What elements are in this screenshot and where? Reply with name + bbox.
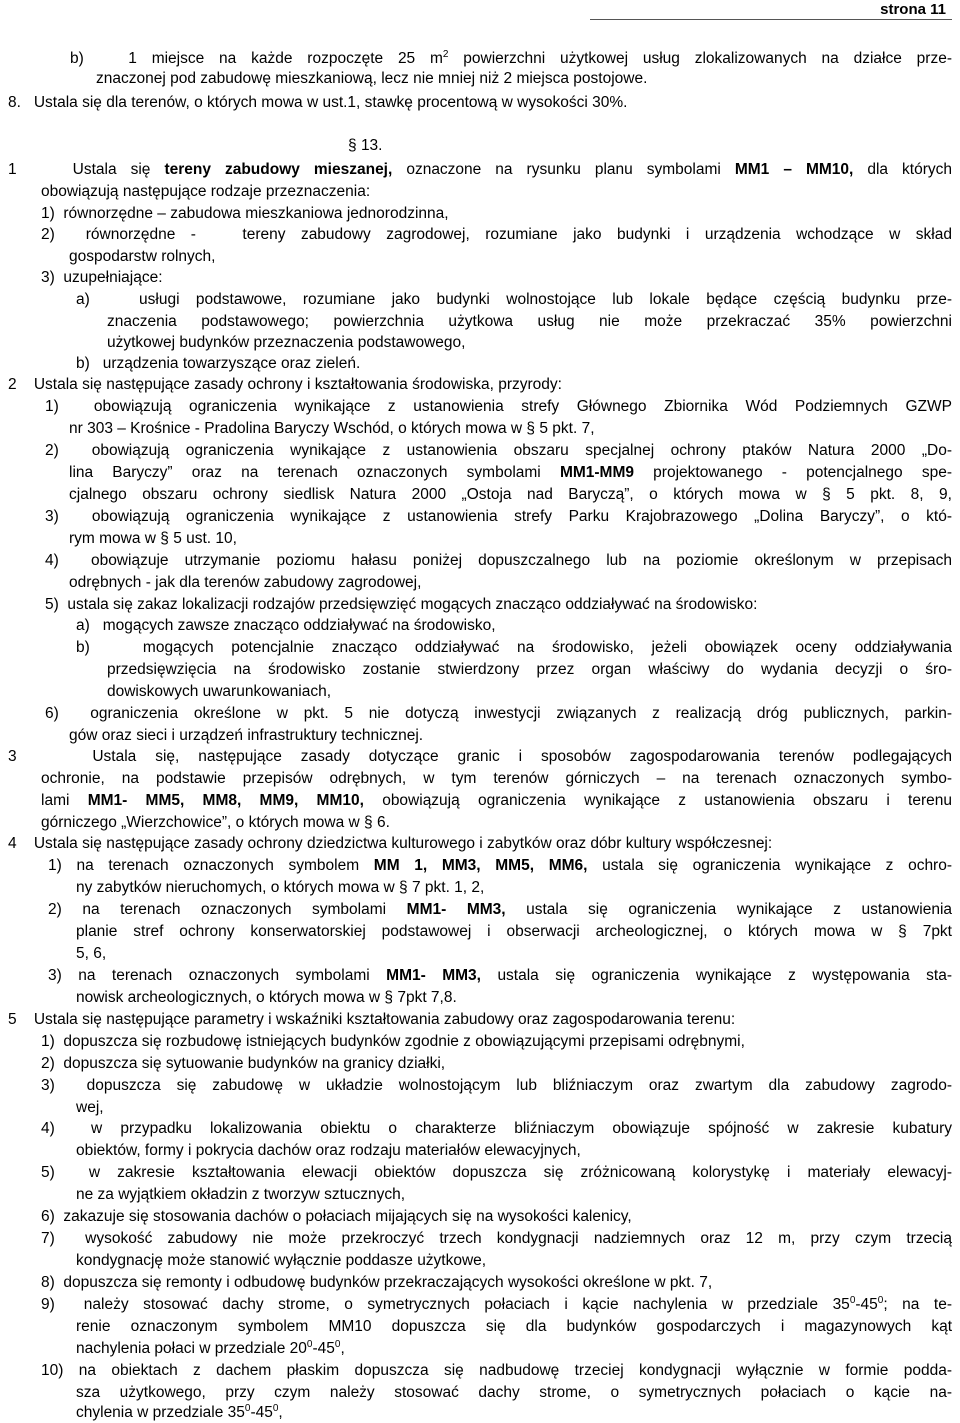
text-line: ochronie, na podstawie przepisów odrębnych, w tym terenów górniczych – na terenach oznaczonych symbo- xyxy=(41,770,952,787)
text-line: 2 Ustala się następujące zasady ochrony i kształtowania środowiska, przyrody: xyxy=(8,376,562,393)
text-line: obowiązują następujące rodzaje przeznaczenia: xyxy=(41,183,371,200)
text-line: znaczenia podstawowego; powierzchnia użytkowa usług nie może przekraczać 35% powierzchni xyxy=(107,313,952,330)
text-line: obiektów, formy i pokrycia dachów oraz rodzaju materiałów elewacyjnych, xyxy=(76,1142,581,1159)
text-line: przedsięwzięcia na środowisko zostanie stwierdzony przez organ właściwy do wydania decyzji o śro- xyxy=(107,661,952,678)
text-line: nr 303 – Krośnice - Pradolina Baryczy Wschód, o których mowa w § 5 pkt. 7, xyxy=(69,420,595,437)
text-line: 2) dopuszcza się sytuowanie budynków na granicy działki, xyxy=(41,1055,446,1072)
text-line: cjalnego obszaru ochrony siedlisk Natura 2000 „Ostoja nad Baryczą”, o których mowa w § 5 pkt. 8, 9, xyxy=(69,486,952,503)
text-line: 5 Ustala się następujące parametry i wskaźniki kształtowania zabudowy oraz zagospodarowania terenu: xyxy=(8,1011,736,1028)
text-line: a) mogących zawsze znacząco oddziaływać na środowisko, xyxy=(76,617,496,634)
text-line: 4) obowiązuje utrzymanie poziomu hałasu poniżej dopuszczalnego lub na poziomie określonym w przepisach xyxy=(45,552,952,569)
text-line: znaczonej pod zabudowę mieszkaniową, lecz nie mniej niż 2 miejsca postojowe. xyxy=(96,70,648,87)
text-line: rym mowa w § 5 ust. 10, xyxy=(69,530,237,547)
text-line: 2) równorzędne - tereny zabudowy zagrodowej, rozumiane jako budynki i urządzenia wchodzące w skład xyxy=(41,226,952,243)
text-line: 5, 6, xyxy=(76,945,107,962)
text-line: kondygnację może stanowić wyłącznie poddasze użytkowe, xyxy=(76,1252,487,1269)
text-line: 2) na terenach oznaczonych symbolami MM1- MM3, ustala się ograniczenia wynikające z ustanowienia xyxy=(48,901,953,918)
text-line: 3) uzupełniające: xyxy=(41,269,163,286)
text-line: wej, xyxy=(76,1099,104,1116)
text-line: górniczego „Wierzchowice”, o których mowa w § 6. xyxy=(41,814,390,831)
page-header xyxy=(0,0,960,22)
text-line: nowisk archeologicznych, o których mowa w § 7pkt 7,8. xyxy=(76,989,457,1006)
text-line: gów oraz sieci i urządzeń infrastruktury technicznej. xyxy=(69,727,424,744)
text-line: nachylenia połaci w przedziale $20^0-45^0$, xyxy=(76,1339,345,1357)
paragraph-symbol: § xyxy=(348,137,357,154)
text-line: 6) zakazuje się stosowania dachów o połaciach mijających się na wysokości kalenicy, xyxy=(41,1208,632,1225)
text-line: 8) dopuszcza się remonty i odbudowę budynków przekraczających wysokości określone w pkt. 7, xyxy=(41,1274,713,1291)
text-line: 4) w przypadku lokalizowania obiektu o charakterze bliźniaczym obowiązuje spójność w zakresie kubatury xyxy=(41,1120,952,1137)
text-line: gospodarstw rolnych, xyxy=(69,248,216,265)
text-line: b) urządzenia towarzyszące oraz zieleń. xyxy=(76,355,361,372)
text-line: 3) obowiązują ograniczenia wynikające z ustanowienia strefy Parku Krajobrazowego „Dolina Baryczy”, o któ- xyxy=(45,508,952,525)
text-line: b) 1 miejsce na każde rozpoczęte 25 $m^2$ powierzchni użytkowej usług zlokalizowanych na działce prze- xyxy=(70,49,952,67)
text-line: 5) w zakresie kształtowania elewacji obiektów dopuszcza się zróżnicowaną kolorystykę i materiały elewacyj- xyxy=(41,1164,952,1181)
text-line: 2) obowiązują ograniczenia wynikające z ustanowienia obszaru specjalnej ochrony ptaków Natura 2000 „Do- xyxy=(45,442,952,459)
text-line: 1 Ustala się tereny zabudowy mieszanej, oznaczone na rysunku planu symbolami MM1 – MM10, dla których xyxy=(8,161,952,178)
text-line: 5) ustala się zakaz lokalizacji rodzajów przedsięwzięć mogących znacząco oddziaływać na środowisko: xyxy=(45,596,758,613)
text-line: b) mogących potencjalnie znacząco oddziaływać na środowisko, jeżeli obowiązek oceny oddziaływania xyxy=(76,639,952,656)
text-line: sza użytkowego, przy czym należy stosować dachy strome, o symetrycznych połaciach o kącie na- xyxy=(76,1384,952,1401)
header-rule xyxy=(590,19,952,20)
text-line: lami MM1- MM5, MM8, MM9, MM10, obowiązują ograniczenia wynikające z ustanowienia obszaru i terenu xyxy=(41,792,952,809)
text-line: a) usługi podstawowe, rozumiane jako budynki wolnostojące lub lokale będące częścią budynku prze- xyxy=(76,291,952,308)
text-line: 4 Ustala się następujące zasady ochrony dziedzictwa kulturowego i zabytków oraz dóbr kultury współczesnej: xyxy=(8,835,773,852)
text-line: 6) ograniczenia określone w pkt. 5 nie dotyczą inwestycji związanych z realizacją dróg publicznych, parkin- xyxy=(45,705,952,722)
text-line: 1) obowiązują ograniczenia wynikające z ustanowienia strefy Głównego Zbiornika Wód Podziemnych GZWP xyxy=(45,398,952,415)
text-line: 1) dopuszcza się rozbudowę istniejących budynków zgodnie z obowiązującymi przepisami odrębnymi, xyxy=(41,1033,745,1050)
text-line: 10) na obiektach z dachem płaskim dopuszcza się nadbudowę trzeciej kondygnacji wyłącznie w formie podda- xyxy=(41,1362,952,1379)
text-line: 1) na terenach oznaczonych symbolem MM 1, MM3, MM5, MM6, ustala się ograniczenia wynikające z ochro- xyxy=(48,857,953,874)
text-line: 9) należy stosować dachy strome, o symetrycznych połaciach i kącie nachylenia w przedziale $35^0-45^0$; na te- xyxy=(41,1295,953,1313)
page-number-label: strona 11 xyxy=(880,1,946,18)
text-line: 3 Ustala się, następujące zasady dotyczące granic i sposobów zagospodarowania terenów podlegających xyxy=(8,748,952,765)
text-line: użytkowej budynków przeznaczenia podstawowego, xyxy=(107,334,466,351)
text-line: 8. Ustala się dla terenów, o których mowa w ust.1, stawkę procentową w wysokości 30%. xyxy=(8,94,628,111)
text-line: lina Baryczy” oraz na terenach oznaczonych symbolami MM1-MM9 projektowanego - potencjalnego spe- xyxy=(69,464,952,481)
text-line: odrębnych - jak dla terenów zabudowy zagrodowej, xyxy=(69,574,422,591)
text-line: 3) na terenach oznaczonych symbolami MM1- MM3, ustala się ograniczenia wynikające z występowania sta- xyxy=(48,967,952,984)
text-line: 1) równorzędne – zabudowa mieszkaniowa jednorodzinna, xyxy=(41,205,449,222)
text-line: chylenia w przedziale $35^0-45^0$, xyxy=(76,1403,283,1421)
text-line: renie oznaczonym symbolem MM10 dopuszcza się dla budynków gospodarczych i magazynowych kąt xyxy=(76,1318,952,1335)
text-line: planie stref ochrony konserwatorskiej podstawowej i obserwacji archeologicznej, o których mowa w § 7pkt xyxy=(76,923,952,940)
paragraph-heading xyxy=(348,137,383,155)
text-line: ny zabytków nieruchomych, o których mowa w § 7 pkt. 1, 2, xyxy=(76,879,485,896)
paragraph-number: 13. xyxy=(360,137,383,154)
text-line: dowiskowych uwarunkowaniach, xyxy=(107,683,332,700)
text-line: 7) wysokość zabudowy nie może przekroczyć trzech kondygnacji nadziemnych oraz 12 m, przy czym trzecią xyxy=(41,1230,952,1247)
text-line: 3) dopuszcza się zabudowę w układzie wolnostojącym lub bliźniaczym oraz zwartym dla zabudowy zagrodo- xyxy=(41,1077,952,1094)
text-line: ne za wyjątkiem okładzin z tworzyw sztucznych, xyxy=(76,1186,406,1203)
